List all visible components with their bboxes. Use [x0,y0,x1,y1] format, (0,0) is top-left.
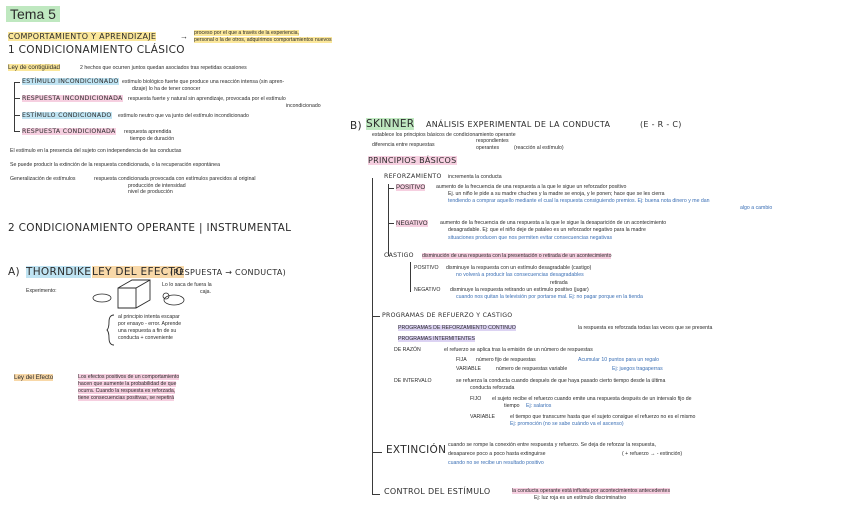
castigo-negativo-line-1: disminuye la respuesta retirando un estímulo positivo (jugar) [450,287,589,293]
extincion-formula: ( + refuerzo → - extinción) [622,451,683,457]
section-1-heading: 1 CONDICIONAMIENTO CLÁSICO [8,44,185,56]
variable-intervalo-text: el tiempo que transcurre hasta que el sujeto consigue el refuerzo no es el mismo [510,414,696,420]
experimento-label: Experimento: [26,288,57,294]
control-estimulo-line-2: Ej: luz roja es un estímulo discriminativo [534,495,627,501]
skinner-heading: ANÁLISIS EXPERIMENTAL DE LA CONDUCTA [426,120,611,129]
de-razon-text: el refuerzo se aplica tras la emisión de un número de respuestas [444,347,593,353]
topic-label: COMPORTAMIENTO Y APRENDIZAJE [8,32,157,41]
fijo-text-2: tiempo [504,403,520,409]
thorndike-note-3: una respuesta a fin de su [118,328,177,334]
row-estimulo-incondicionado-text: estímulo biológico fuerte que produce una reacción intensa (sin apren- [122,79,285,85]
row-estimulo-incondicionado-sub: dizaje) lo ha de tener conocer [132,86,201,92]
variable-intervalo-label: VARIABLE [470,414,495,420]
bracket-tick [14,115,20,116]
control-estimulo-label: CONTROL DEL ESTÍMULO [384,487,491,496]
ley-contiguidad-label: Ley de contigüidad [8,64,60,71]
thorndike-formula: (RESPUESTA → CONDUCTA) [170,268,287,277]
thorndike-note-4: conducta + conveniente [118,335,173,341]
page-title: Tema 5 [6,6,60,22]
generalizacion-sub-1: producción de intensidad [128,183,186,189]
ley-efecto-line-3: ocurra. Cuando la respuesta es reforzada, [78,388,176,394]
variable-text: número de respuestas variable [496,366,568,372]
de-intervalo-text-1: se refuerza la conducta cuando después de que haya pasado cierto tiempo desde la última [456,378,666,384]
castigo-positivo-label: POSITIVO [414,265,439,271]
de-intervalo-label: DE INTERVALO [394,378,432,384]
variable-example: Ej: juegos tragaperras [612,366,663,372]
castigo-line [410,262,411,292]
row-estimulo-condicionado-text: estímulo neutro que va junto del estímulo incondicionado [118,113,249,119]
fijo-text-1: el sujeto recibe el refuerzo cuando emite una respuesta después de un intervalo fijo de [492,396,692,402]
row-respuesta-incondicionada: RESPUESTA INCONDICIONADA [22,95,123,102]
reforzamiento-label: REFORZAMIENTO [384,173,442,180]
row-estimulo-incondicionado: ESTÍMULO INCONDICIONADO [22,78,119,85]
b-label: B) [350,120,362,132]
castigo-positivo-line-1: disminuye la respuesta con un estímulo desagradable (castigo) [446,265,592,271]
bullet-1: El estímulo en la presencia del sujeto con independencia de las conductas [10,148,182,154]
tree-tick [372,316,380,317]
de-intervalo-text-2: conducta reforzada [470,385,515,391]
negativo-line-1: aumento de la frecuencia de una respuesta a la que le sigue la desaparición de un acontecimiento [440,220,667,226]
de-razon-label: DE RAZÓN [394,347,421,353]
brace-icon [106,314,116,346]
bracket-tick [14,131,20,132]
negativo-line-2: desagradable. Ej: que el niño deje de pataleo es un reforzador negativo para la madre [448,227,646,233]
fijo-label: FIJO [470,396,482,402]
section-2-heading: 2 CONDICIONAMIENTO OPERANTE | INSTRUMENTAL [8,222,292,234]
control-estimulo-line-1: la conducta operante está influida por acontecimientos antecedentes [512,488,671,494]
positivo-line-1: aumento de la frecuencia de una respuesta a la que le sigue un reforzador positivo [436,184,627,190]
tree-line [372,178,373,494]
positivo-line-3: tendiendo a comprar aquello mediante el cual la respuesta consiguiendo premios. Ej: buena nota dinero y me dan [448,198,710,204]
cat-note-1: Lo lo saca de fuera la [162,282,212,288]
refuerzo-tick [388,223,394,224]
resp-note-3: (reacción al estímulo) [514,145,564,151]
variable-label: VARIABLE [456,366,481,372]
row-respuesta-condicionada: RESPUESTA CONDICIONADA [22,128,116,135]
tree-tick [372,452,382,453]
ley-efecto-heading: LEY DEL EFECTO [92,266,184,278]
extincion-label: EXTINCIÓN [386,444,447,456]
topic-definition-2: personal o la de otros, adquirimos comportamientos nuevos [194,37,332,43]
refuerzo-tick [388,188,394,189]
row-respuesta-condicionada-sub: tiempo de duración [130,136,175,142]
generalizacion-text: respuesta condicionada provocada con estímulos parecidos al original [94,176,256,182]
programas-continuo-label: PROGRAMAS DE REFORZAMIENTO CONTINUO [398,325,516,331]
bracket-line [14,82,15,132]
ley-contiguidad-text: 2 hechos que ocurren juntos quedan asociados tras repetidas ocasiones [80,65,247,71]
a-label: A) [8,266,20,278]
fija-example: Acumular 10 puntos para un regalo [578,357,660,363]
extincion-line-3: cuando no se recibe un resultado positivo [448,460,544,466]
negativo-label: NEGATIVO [396,220,428,227]
skinner-line-1: establece los principios básicos de condicionamiento operante [372,132,516,138]
bullet-2: Se puede producir la extinción de la respuesta condicionada, o la recuperación espontánea [10,162,220,168]
refuerzo-line [388,184,389,256]
positivo-line-4: algo a cambio [740,205,773,211]
bracket-tick [14,98,20,99]
thorndike-note-1: al principio intenta escapar [118,314,180,320]
topic-definition-1: proceso por el que a través de la experiencia, [194,30,299,36]
variable-intervalo-example: Ej: promoción (no se sabe cuándo va el ascenso) [510,421,624,427]
topic-arrow: → [180,32,188,41]
row-respuesta-incondicionada-sub: incondicionado [286,103,321,109]
skinner-line-2: diferencia entre respuestas [372,142,435,148]
bullet-3: Generalización de estímulos [10,176,76,182]
skinner-label: SKINNER [366,118,415,130]
resp-note-2: operantes [476,145,500,151]
extincion-line-1: cuando se rompe la conexión entre respuesta y refuerzo. Se deja de reforzar la respuesta, [448,442,656,448]
castigo-label: CASTIGO [384,252,414,259]
ley-efecto-line-1: Los efectos positivos de un comportamiento [78,374,180,380]
fija-text: número fijo de respuestas [476,357,536,363]
generalizacion-sub-2: nivel de producción [128,189,173,195]
reforzamiento-text: incrementa la conducta [448,174,502,180]
ley-efecto-line-4: tiene consecuencias positivas, se repetirá [78,395,175,401]
row-estimulo-condicionado: ESTÍMULO CONDICIONADO [22,112,112,119]
principios-heading: PRINCIPIOS BÁSICOS [368,156,457,165]
castigo-negativo-label: NEGATIVO [414,287,441,293]
programas-heading: PROGRAMAS DE REFUERZO Y CASTIGO [382,312,513,319]
tree-tick [372,494,380,495]
fijo-example: Ej: salarios [526,403,552,409]
castigo-negativo-note: retirada [550,280,568,286]
fija-label: FIJA [456,357,467,363]
row-respuesta-incondicionada-text: respuesta fuerte y natural sin aprendizaje, provocada por el estímulo [128,96,286,102]
skinner-formula: (E - R - C) [640,120,682,129]
positivo-line-2: Ej. un niño le pide a su madre chuches y la madre se enoja, y le ponen; hace que se les cierra [448,191,665,197]
ley-efecto-label: Ley del Efecto [14,374,54,381]
castigo-positivo-line-2: no volverá a producir las consecuencias desagradables [456,272,584,278]
negativo-line-3: situaciones producen que nos permiten evitar consecuencias negativas [448,235,613,241]
castigo-text: disminución de una respuesta con la presentación o retirada de un acontecimiento [422,253,612,259]
ley-efecto-line-2: hacen que aumente la probabilidad de que [78,381,177,387]
castigo-negativo-line-2: cuando nos quitan la televisión por portarse mal. Ej: no pagar porque en la tienda [456,294,643,300]
programas-intermitentes-label: PROGRAMAS INTERMITENTES [398,336,475,342]
extincion-line-2: desaparece poco a poco hasta extinguirse [448,451,546,457]
thorndike-note-2: por ensayo - error. Aprende [118,321,182,327]
bracket-tick [14,82,20,83]
positivo-label: POSITIVO [396,184,426,191]
row-respuesta-condicionada-text: respuesta aprendida [124,129,172,135]
cat-note-2: caja. [200,289,211,295]
programas-continuo-text: la respuesta es reforzada todas las veces que se presenta [578,325,713,331]
thorndike-label: THORNDIKE [26,266,92,278]
resp-note-1: respondientes [476,138,509,144]
